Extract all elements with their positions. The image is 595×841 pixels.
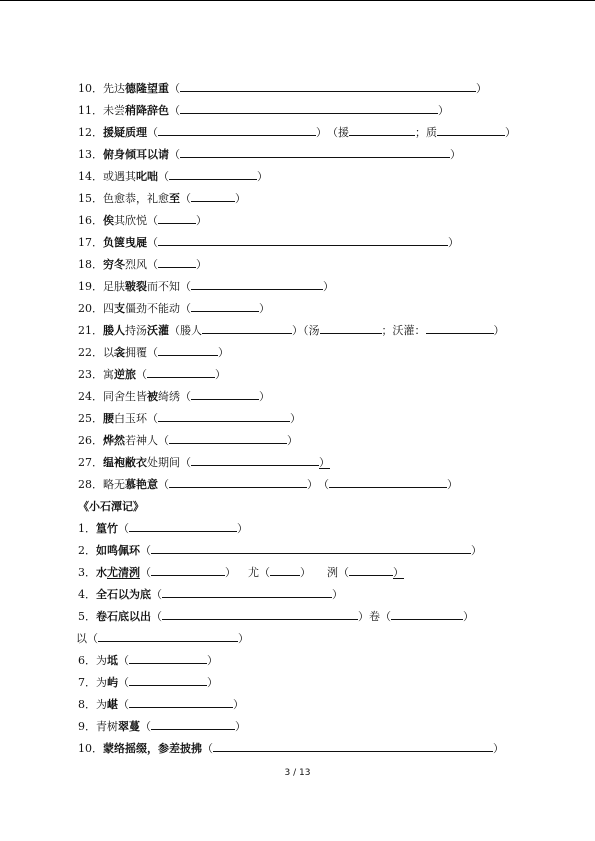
section-title [78,496,548,518]
item-subprompt: ）（汤 [292,324,320,337]
item-number: 1． [78,522,96,535]
item-text: 同舍生皆 [103,390,147,403]
item-number: 10． [78,82,103,95]
page-number: 3 / 13 [284,768,311,778]
paren-close: ） [290,412,301,425]
paren-close: ） [505,126,516,139]
item-keyword: 被 [147,390,158,403]
paren-close: ） [447,478,458,491]
item-keyword: 媵人 [103,324,125,337]
item-number: 22． [78,346,103,359]
paren-close: ） [323,280,334,293]
item-keyword: 全石以为底 [96,588,151,601]
item-number: 27． [78,456,103,469]
item-number: 18． [78,258,103,271]
item-number: 7． [78,676,96,689]
paren-close: ） [493,324,505,337]
item-subprompt: 卷（ [369,610,391,623]
item-number: 14． [78,170,103,183]
item-number: 4． [78,588,96,601]
answer-blank[interactable] [426,321,494,334]
paren-close: ） [307,478,318,491]
item-text: 以 [103,346,114,359]
paren-open: （ [147,126,158,139]
list-item [78,100,548,122]
paren-open: （ [180,302,191,315]
answer-blank[interactable] [129,651,207,664]
list-item [78,408,548,430]
item-text: 为 [96,698,107,711]
paren-open: （ [318,478,329,491]
item-number: 11． [78,104,103,117]
list-item [78,474,548,496]
list-item [78,276,548,298]
answer-blank[interactable] [147,365,215,378]
list-item-continuation [76,628,548,650]
paren-close: ） [287,434,298,447]
item-number: 6． [78,654,96,667]
item-number: 13． [78,148,103,161]
answer-blank[interactable] [129,673,207,686]
paren-open: （ [147,236,158,249]
answer-blank[interactable] [191,387,259,400]
list-item [78,364,548,386]
answer-blank[interactable] [129,695,233,708]
paren-close: ） [471,544,482,557]
answer-blank[interactable] [151,563,225,576]
answer-blank[interactable] [191,277,323,290]
list-item [78,254,548,276]
item-keyword: 至 [169,192,180,205]
paren-close: ） [237,522,248,535]
item-number: 12． [78,126,103,139]
item-text: 先达 [103,82,125,95]
item-number: 5． [78,610,96,623]
answer-blank[interactable] [391,607,463,620]
paren-close: ） [438,104,449,117]
paren-open: （ [140,544,151,557]
paren-close: ） [238,632,249,645]
paren-close: ） [259,302,270,315]
item-subprompt: ；沃灌： [381,324,426,337]
item-keyword: 蒙络摇缀，参差披拂 [103,742,202,755]
paren-open: （ [140,566,151,579]
answer-blank[interactable] [349,123,415,136]
list-item [78,144,548,166]
answer-blank[interactable] [169,475,307,488]
item-text: 以 [76,632,87,645]
item-text: 未尝 [103,104,125,117]
list-item [78,210,548,232]
answer-blank[interactable] [349,563,393,576]
item-number: 16． [78,214,103,227]
paren-close: ） [259,390,270,403]
paren-open: （ [202,742,213,755]
item-keyword: 慕艳意 [125,478,158,491]
list-item [78,672,548,694]
item-number: 28． [78,478,103,491]
paren-close: ） [207,676,218,689]
answer-blank[interactable] [191,453,319,466]
paren-open: （ [136,368,147,381]
paren-open: （ [118,698,129,711]
item-number: 24． [78,390,103,403]
paren-close: ） [316,126,327,139]
answer-blank[interactable] [191,189,235,202]
answer-blank[interactable] [158,409,290,422]
item-text: 为 [96,676,107,689]
answer-blank[interactable] [180,101,438,114]
list-item [78,606,548,628]
list-item [78,518,548,540]
answer-blank[interactable] [169,431,287,444]
item-number: 26． [78,434,103,447]
answer-blank[interactable] [180,145,450,158]
paren-open: （ [147,346,158,359]
item-text: 而不知 [147,280,180,293]
item-number: 2． [78,544,96,557]
item-keyword: 支 [114,302,125,315]
item-number: 10． [78,742,103,755]
item-text: 或遇其 [103,170,136,183]
item-number: 15． [78,192,103,205]
answer-blank[interactable] [329,475,447,488]
paren-open: （ [151,588,162,601]
item-text: 色愈恭，礼愈 [103,192,169,205]
item-text: 绮绣 [158,390,180,403]
answer-blank[interactable] [162,607,358,620]
list-item [78,232,548,254]
item-number: 19． [78,280,103,293]
answer-blank[interactable] [151,541,471,554]
paren-close: ） [393,566,404,579]
paren-open: （ [87,632,98,645]
answer-blank[interactable] [320,321,382,334]
paren-close: ） [218,346,229,359]
paren-open: （ [118,654,129,667]
item-text: 拥覆 [125,346,147,359]
paren-close: ） [257,170,268,183]
item-keyword: 腰 [103,412,114,425]
paren-close: ） [476,82,487,95]
item-number: 17． [78,236,103,249]
item-text: 青树 [96,720,118,733]
answer-blank[interactable] [158,255,196,268]
item-number: 21． [78,324,103,337]
answer-blank[interactable] [158,123,316,136]
item-text: 为 [96,654,107,667]
paren-open: （ [118,676,129,689]
paren-close: ） [215,368,226,381]
item-keyword: 缊袍敝衣 [103,456,147,469]
paren-close: ） [196,258,207,271]
paren-close: ） [450,148,461,161]
list-item [78,650,548,672]
answer-blank[interactable] [151,717,235,730]
paren-open: （ [180,456,191,469]
list-item [78,78,548,100]
item-keyword: 尤清洌 [107,566,140,579]
paren-close: ） [463,610,474,623]
paren-open: （ [158,478,169,491]
list-item [78,166,548,188]
list-item [78,540,548,562]
item-subprompt: 尤（ [248,566,270,579]
item-keyword: 如鸣佩环 [96,544,140,557]
paren-open: （ [158,170,169,183]
item-keyword: 俟 [103,214,114,227]
item-number: 3． [78,566,96,579]
item-keyword: 俯身倾耳以请 [103,148,169,161]
answer-blank[interactable] [158,343,218,356]
item-text: 水 [96,566,107,579]
paren-close: ） [332,588,343,601]
list-item [78,188,548,210]
worksheet-body [78,78,548,760]
paren-open: （ [147,214,158,227]
item-subprompt: ；质 [415,126,437,139]
answer-blank[interactable] [169,167,257,180]
item-text: 若神人 [125,434,158,447]
answer-blank[interactable] [158,233,448,246]
answer-blank[interactable] [270,563,300,576]
paren-close: ） [448,236,459,249]
paren-open: （ [180,280,191,293]
item-text: 处期间 [147,456,180,469]
list-item [78,452,548,474]
item-keyword: 稍降辞色 [125,104,169,117]
item-keyword: 嵁 [107,698,118,711]
list-item [78,386,548,408]
item-keyword: 屿 [107,676,118,689]
item-text: 寓 [103,368,114,381]
section-title-text: 《小石潭记》 [78,500,144,513]
item-number: 20． [78,302,103,315]
answer-blank[interactable] [437,123,505,136]
paren-open: （ [180,192,191,205]
item-keyword: 烨然 [103,434,125,447]
item-keyword: 逆旅 [114,368,136,381]
item-number: 9． [78,720,96,733]
answer-blank[interactable] [129,519,237,532]
list-item [78,320,548,342]
item-text: 白玉环 [114,412,147,425]
paren-open: （ [169,148,180,161]
item-text: 四 [103,302,114,315]
paren-close: ） [493,742,504,755]
item-subprompt: 洌（ [327,566,349,579]
paren-open: （ [147,258,158,271]
item-text: 持汤 [125,324,147,337]
paren-close: ） [235,192,246,205]
paren-open: （ [118,522,129,535]
header-rule [0,0,595,1]
paren-open: （ [140,720,151,733]
item-text: 其欣悦 [114,214,147,227]
list-item [78,430,548,452]
answer-blank[interactable] [98,629,238,642]
answer-blank[interactable] [162,585,332,598]
item-text: 僵劲不能动 [125,302,180,315]
answer-blank[interactable] [180,79,476,92]
list-item [78,738,548,760]
paren-close: ） [225,566,236,579]
item-keyword: 叱咄 [136,170,158,183]
paren-open: （ [147,412,158,425]
item-text: 足肤 [103,280,125,293]
paren-close: ） [358,610,369,623]
item-subprompt: （媵人 [169,324,202,337]
list-item [78,584,548,606]
item-keyword: 衾 [114,346,125,359]
list-item [78,694,548,716]
item-keyword: 翠蔓 [118,720,140,733]
paren-close: ） [319,456,330,469]
item-number: 25． [78,412,103,425]
answer-blank[interactable] [202,321,292,334]
paren-close: ） [207,654,218,667]
paren-open: （ [169,82,180,95]
paren-close: ） [300,566,311,579]
item-keyword: 沃灌 [147,324,169,337]
paren-close: ） [196,214,207,227]
list-item [78,342,548,364]
answer-blank[interactable] [158,211,196,224]
item-keyword: 篁竹 [96,522,118,535]
item-keyword: 坻 [107,654,118,667]
item-number: 23． [78,368,103,381]
item-keyword: 援疑质理 [103,126,147,139]
list-item [78,716,548,738]
list-item [78,122,548,144]
paren-open: （ [180,390,191,403]
paren-close: ） [235,720,246,733]
item-keyword: 德隆望重 [125,82,169,95]
item-keyword: 皲裂 [125,280,147,293]
paren-open: （ [169,104,180,117]
answer-blank[interactable] [191,299,259,312]
item-keyword: 穷冬 [103,258,125,271]
paren-close: ） [233,698,244,711]
item-keyword: 卷石底以出 [96,610,151,623]
paren-open: （ [158,434,169,447]
item-text: 略无 [103,478,125,491]
item-keyword: 负箧曳屣 [103,236,147,249]
list-item [78,562,548,584]
item-text: 烈风 [125,258,147,271]
answer-blank[interactable] [213,739,493,752]
list-item [78,298,548,320]
item-number: 8． [78,698,96,711]
paren-open: （ [151,610,162,623]
item-subprompt: （援 [327,126,349,139]
